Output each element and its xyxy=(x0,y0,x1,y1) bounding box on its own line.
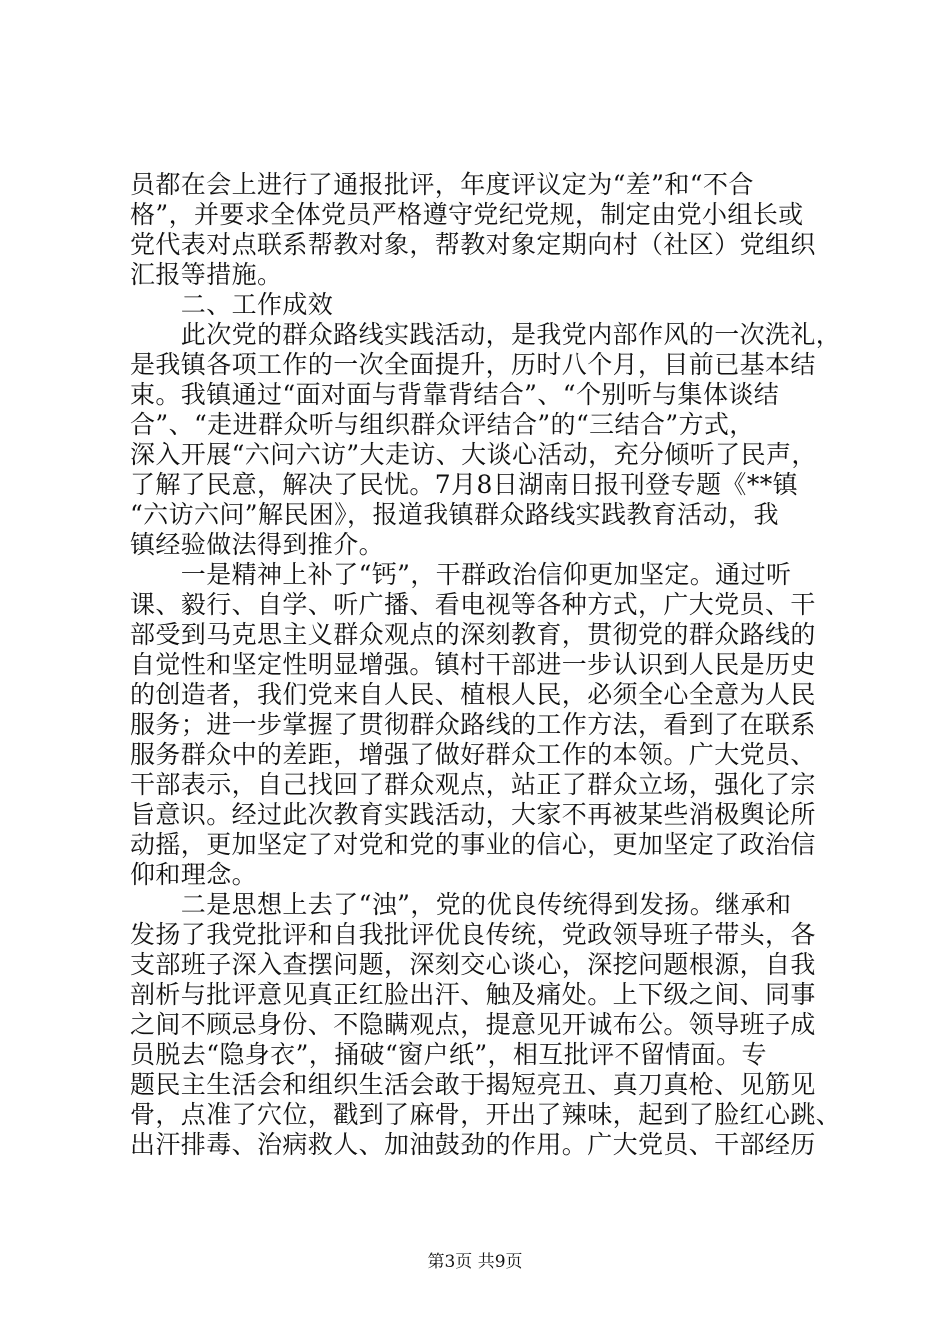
text-line: 发扬了我党批评和自我批评优良传统，党政领导班子带头，各 xyxy=(130,920,816,949)
text-line: 仰和理念。 xyxy=(130,860,258,889)
text-line: 此次党的群众路线实践活动，是我党内部作风的一次洗礼， xyxy=(130,320,842,349)
text-line: 服务；进一步掌握了贯彻群众路线的工作方法，看到了在联系 xyxy=(130,710,816,739)
text-line: 动摇，更加坚定了对党和党的事业的信心，更加坚定了政治信 xyxy=(130,830,816,859)
page-number-footer: 第3页 共9页 xyxy=(427,1252,523,1272)
text-line: 旨意识。经过此次教育实践活动，大家不再被某些消极舆论所 xyxy=(130,800,816,829)
text-line: 出汗排毒、治病救人、加油鼓劲的作用。广大党员、干部经历 xyxy=(130,1130,816,1159)
text-line: 是我镇各项工作的一次全面提升，历时八个月，目前已基本结 xyxy=(130,350,816,379)
text-line: 的创造者，我们党来自人民、植根人民，必须全心全意为人民 xyxy=(130,680,816,709)
text-line: 干部表示，自己找回了群众观点，站正了群众立场，强化了宗 xyxy=(130,770,816,799)
text-line: 剖析与批评意见真正红脸出汗、触及痛处。上下级之间、同事 xyxy=(130,980,816,1009)
text-line: 镇经验做法得到推介。 xyxy=(130,530,385,559)
text-line: 格”，并要求全体党员严格遵守党纪党规，制定由党小组长或 xyxy=(130,200,804,229)
section-heading: 二、工作成效 xyxy=(130,290,334,319)
text-line: 骨，点准了穴位，戳到了麻骨，开出了辣味，起到了脸红心跳、 xyxy=(130,1100,842,1129)
text-line: 部受到马克思主义群众观点的深刻教育，贯彻党的群众路线的 xyxy=(130,620,816,649)
text-line: 之间不顾忌身份、不隐瞒观点，提意见开诚布公。领导班子成 xyxy=(130,1010,816,1039)
text-line: 党代表对点联系帮教对象，帮教对象定期向村（社区）党组织 xyxy=(130,230,816,259)
text-line: 员脱去“隐身衣”，捅破“窗户纸”，相互批评不留情面。专 xyxy=(130,1040,767,1069)
text-line: 合”、“走进群众听与组织群众评结合”的“三结合”方式， xyxy=(130,410,755,439)
text-line: 课、毅行、自学、听广播、看电视等各种方式，广大党员、干 xyxy=(130,590,816,619)
text-line: 服务群众中的差距，增强了做好群众工作的本领。广大党员、 xyxy=(130,740,816,769)
text-line: 题民主生活会和组织生活会敢于揭短亮丑、真刀真枪、见筋见 xyxy=(130,1070,816,1099)
document-body xyxy=(130,170,842,1160)
text-line: 了解了民意，解决了民忧。7月8日湖南日报刊登专题《**镇 xyxy=(130,470,799,499)
text-line: “六访六问”解民困》，报道我镇群众路线实践教育活动，我 xyxy=(130,500,779,529)
text-line: 束。我镇通过“面对面与背靠背结合”、“个别听与集体谈结 xyxy=(130,380,780,409)
text-line: 二是思想上去了“浊”，党的优良传统得到发扬。继承和 xyxy=(130,890,792,919)
text-line: 支部班子深入查摆问题，深刻交心谈心，深挖问题根源，自我 xyxy=(130,950,816,979)
text-line: 自觉性和坚定性明显增强。镇村干部进一步认识到人民是历史 xyxy=(130,650,816,679)
text-line: 员都在会上进行了通报批评，年度评议定为“差”和“不合 xyxy=(130,170,754,199)
text-line: 汇报等措施。 xyxy=(130,260,283,289)
text-line: 深入开展“六问六访”大走访、大谈心活动，充分倾听了民声， xyxy=(130,440,817,469)
text-line: 一是精神上补了“钙”，干群政治信仰更加坚定。通过听 xyxy=(130,560,792,589)
